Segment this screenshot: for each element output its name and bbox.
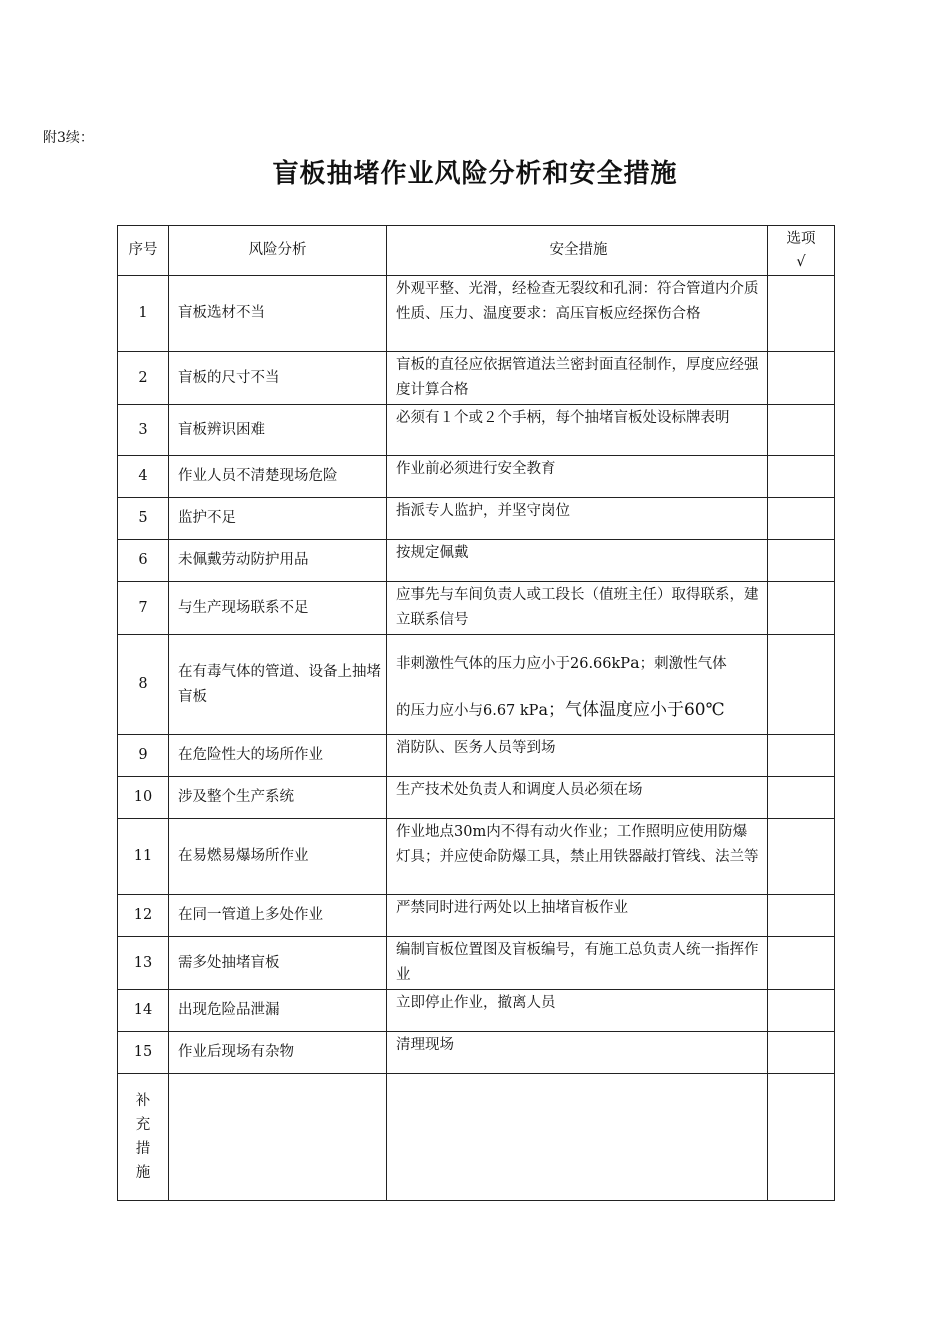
measure-line-1	[396, 645, 761, 682]
option-checkbox-cell[interactable]	[768, 498, 835, 540]
risk-cell: 与生产现场联系不足	[169, 582, 387, 635]
option-checkbox-cell[interactable]	[768, 635, 835, 735]
column-header-measure: 安全措施	[387, 226, 768, 276]
risk-cell: 在有毒气体的管道、设备上抽堵盲板	[169, 635, 387, 735]
risk-cell: 需多处抽堵盲板	[169, 937, 387, 990]
risk-cell: 在危险性大的场所作业	[169, 735, 387, 777]
measure-cell	[387, 635, 768, 735]
table-row	[118, 937, 835, 990]
supplement-char: 充	[135, 1117, 151, 1133]
table-row	[118, 635, 835, 735]
table-row	[118, 990, 835, 1032]
measure-text: 的压力应小与6.67 kP	[396, 703, 539, 719]
supplement-risk-cell[interactable]	[169, 1074, 387, 1201]
supplement-char: 补	[135, 1093, 151, 1109]
measure-cell: 指派专人监护，并坚守岗位	[387, 498, 768, 540]
measure-cell: 编制盲板位置图及盲板编号，有施工总负责人统一指挥作业	[387, 937, 768, 990]
table-row	[118, 1032, 835, 1074]
option-checkbox-cell[interactable]	[768, 582, 835, 635]
row-number: 10	[118, 777, 169, 819]
table-row	[118, 895, 835, 937]
risk-cell: 出现危险品泄漏	[169, 990, 387, 1032]
measure-cell: 应事先与车间负责人或工段长（值班主任）取得联系，建立联系信号	[387, 582, 768, 635]
option-checkbox-cell[interactable]	[768, 456, 835, 498]
row-number: 5	[118, 498, 169, 540]
option-checkbox-cell[interactable]	[768, 540, 835, 582]
unit-suffix: a	[538, 700, 548, 719]
row-number: 12	[118, 895, 169, 937]
risk-cell: 监护不足	[169, 498, 387, 540]
risk-cell: 盲板辨识困难	[169, 405, 387, 456]
option-checkbox-cell[interactable]	[768, 777, 835, 819]
row-number: 7	[118, 582, 169, 635]
table-header-row	[118, 226, 835, 276]
supplement-char: 措	[135, 1141, 151, 1157]
measure-cell: 作业前必须进行安全教育	[387, 456, 768, 498]
row-number: 15	[118, 1032, 169, 1074]
risk-cell: 作业后现场有杂物	[169, 1032, 387, 1074]
measure-cell: 按规定佩戴	[387, 540, 768, 582]
measure-cell: 盲板的直径应依据管道法兰密封面直径制作，厚度应经强度计算合格	[387, 352, 768, 405]
measure-cell: 作业地点30m内不得有动火作业；工作照明应使用防爆灯具；并应使命防爆工具，禁止用铁器敲打管线、法兰等	[387, 819, 768, 895]
option-checkbox-cell[interactable]	[768, 735, 835, 777]
supplement-row	[118, 1074, 835, 1201]
checkmark-icon: √	[796, 253, 806, 270]
risk-cell: 未佩戴劳动防护用品	[169, 540, 387, 582]
risk-cell: 盲板选材不当	[169, 276, 387, 352]
column-header-option	[768, 226, 835, 276]
supplement-label	[118, 1074, 169, 1201]
option-checkbox-cell[interactable]	[768, 352, 835, 405]
option-checkbox-cell[interactable]	[768, 937, 835, 990]
measure-cell: 立即停止作业，撤离人员	[387, 990, 768, 1032]
row-number: 11	[118, 819, 169, 895]
risk-cell: 作业人员不清楚现场危险	[169, 456, 387, 498]
measure-cell: 清理现场	[387, 1032, 768, 1074]
measure-text: ；气体温度应小于60℃	[547, 700, 725, 720]
column-header-option-label: 选项	[786, 230, 816, 247]
risk-measures-table	[117, 225, 835, 1201]
table-row	[118, 819, 835, 895]
option-checkbox-cell[interactable]	[768, 819, 835, 895]
column-header-risk: 风险分析	[169, 226, 387, 276]
measure-cell: 外观平整、光滑，经检查无裂纹和孔洞：符合管道内介质性质、压力、温度要求：高压盲板应经探伤合格	[387, 276, 768, 352]
column-header-no: 序号	[118, 226, 169, 276]
measure-cell: 严禁同时进行两处以上抽堵盲板作业	[387, 895, 768, 937]
option-checkbox-cell[interactable]	[768, 276, 835, 352]
table-row	[118, 352, 835, 405]
measure-cell: 必须有１个或２个手柄，每个抽堵盲板处设标牌表明	[387, 405, 768, 456]
measure-line-2	[396, 692, 761, 729]
row-number: 4	[118, 456, 169, 498]
table-row	[118, 777, 835, 819]
row-number: 3	[118, 405, 169, 456]
row-number: 9	[118, 735, 169, 777]
option-checkbox-cell[interactable]	[768, 405, 835, 456]
risk-cell: 涉及整个生产系统	[169, 777, 387, 819]
table-row	[118, 276, 835, 352]
supplement-measure-cell[interactable]	[387, 1074, 768, 1201]
row-number: 2	[118, 352, 169, 405]
option-checkbox-cell[interactable]	[768, 1032, 835, 1074]
row-number: 14	[118, 990, 169, 1032]
row-number: 13	[118, 937, 169, 990]
supplement-char: 施	[135, 1165, 151, 1181]
table-row	[118, 582, 835, 635]
option-checkbox-cell[interactable]	[768, 895, 835, 937]
attachment-note: 附3续：	[43, 130, 94, 146]
table-row	[118, 405, 835, 456]
table-row	[118, 540, 835, 582]
table-row	[118, 456, 835, 498]
risk-cell: 在易燃易爆场所作业	[169, 819, 387, 895]
row-number: 8	[118, 635, 169, 735]
supplement-option-cell[interactable]	[768, 1074, 835, 1201]
row-number: 1	[118, 276, 169, 352]
measure-text: ；刺激性气体	[639, 656, 727, 672]
option-checkbox-cell[interactable]	[768, 990, 835, 1032]
row-number: 6	[118, 540, 169, 582]
risk-cell: 在同一管道上多处作业	[169, 895, 387, 937]
unit-suffix: a	[630, 653, 640, 672]
measure-cell: 消防队、医务人员等到场	[387, 735, 768, 777]
risk-cell: 盲板的尺寸不当	[169, 352, 387, 405]
measure-cell: 生产技术处负责人和调度人员必须在场	[387, 777, 768, 819]
table-row	[118, 498, 835, 540]
page-title: 盲板抽堵作业风险分析和安全措施	[272, 159, 678, 189]
table-row	[118, 735, 835, 777]
measure-text: 非刺激性气体的压力应小于26.66kP	[396, 656, 631, 672]
